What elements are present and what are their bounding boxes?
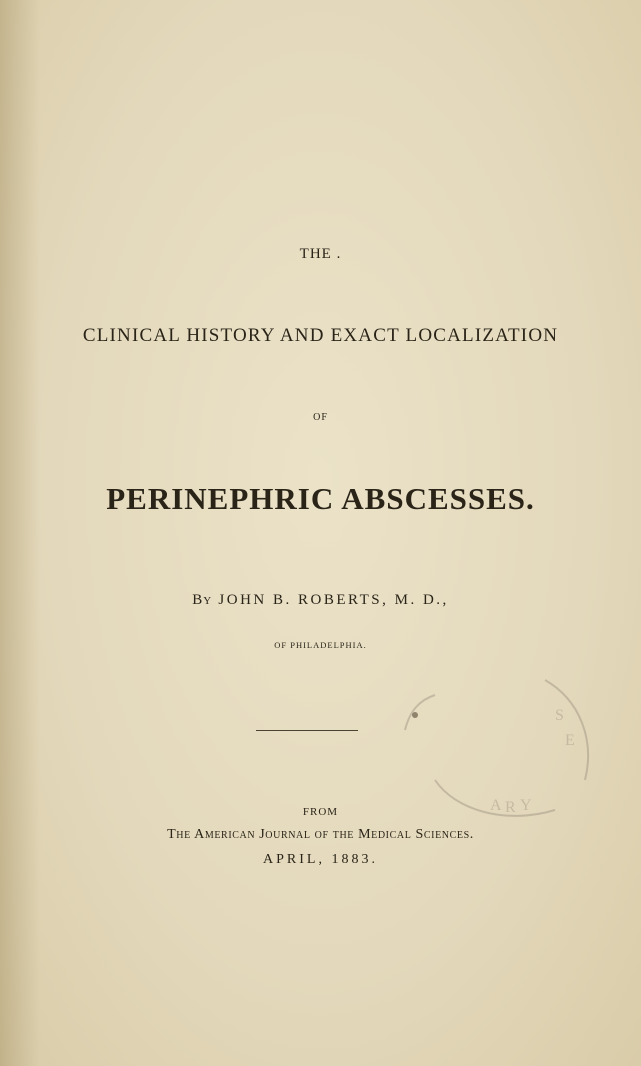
main-title: PERINEPHRIC ABSCESSES. <box>106 481 535 516</box>
subject-line: CLINICAL HISTORY AND EXACT LOCALIZATION <box>82 325 559 346</box>
svg-text:R: R <box>505 799 516 816</box>
svg-text:E: E <box>565 732 575 749</box>
author-location: OF PHILADELPHIA. <box>274 640 367 650</box>
svg-text:S: S <box>555 707 564 724</box>
author-name: JOHN B. ROBERTS, M. D., <box>218 592 449 608</box>
author-prefix: By <box>192 592 213 608</box>
title-of: OF <box>313 412 328 423</box>
divider-rule <box>256 730 358 731</box>
svg-text:Y: Y <box>520 797 532 814</box>
publication-date: APRIL, 1883. <box>263 852 378 867</box>
author-line <box>0 592 641 609</box>
journal-name: The American Journal of the Medical Sciences. <box>167 827 474 842</box>
from-label: FROM <box>302 806 339 818</box>
svg-text:A: A <box>490 797 502 814</box>
title-the: THE . <box>299 246 342 262</box>
